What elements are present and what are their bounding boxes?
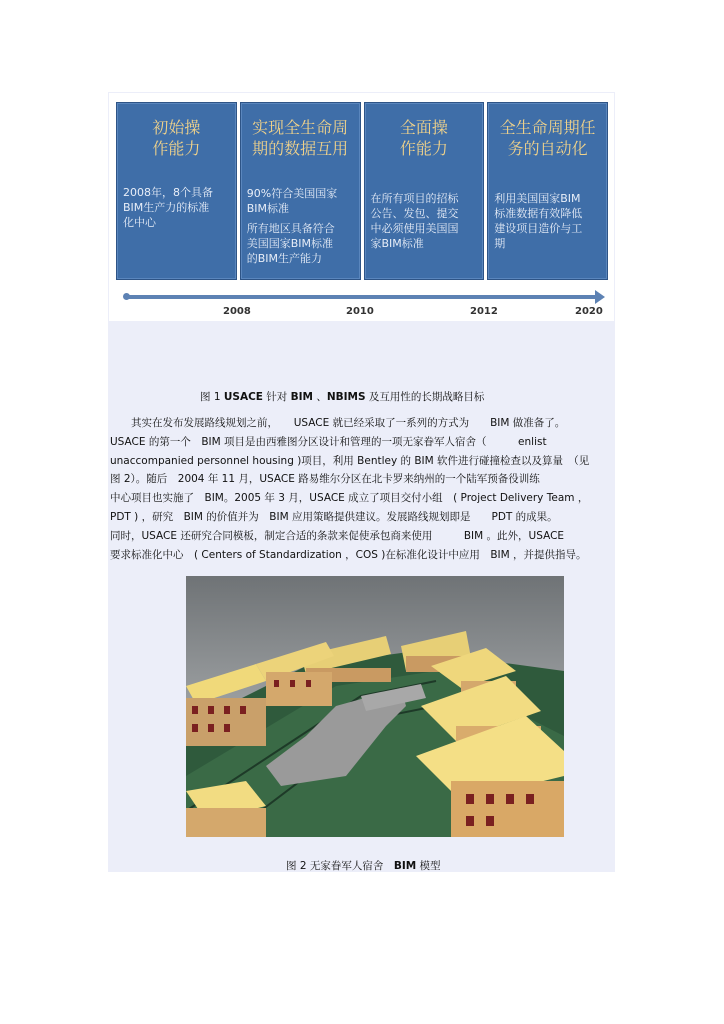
phase-title-line: 初始操: [152, 118, 201, 137]
caption-bold: USACE: [223, 391, 263, 403]
desc-line: 中必须使用美国国: [370, 222, 459, 235]
caption-bold: BIM: [290, 391, 313, 403]
paragraph-line: PDT ) ，研究 BIM 的价值并为 BIM 应用策略提供建议。发展路线规划即是 PDT 的成果。: [110, 510, 558, 523]
phase-description-secondary: [247, 221, 356, 266]
caption-text: 针对: [262, 391, 291, 403]
desc-line: 建设项目造价与工: [494, 222, 583, 235]
timeline-arrow-icon: [595, 290, 605, 304]
caption-text: 图 1: [200, 391, 224, 403]
desc-line: 化中心: [123, 216, 156, 229]
desc-line: 的BIM生产能力: [246, 252, 323, 265]
phase-title-line: 全面操: [399, 118, 448, 137]
phase-title-line: 作能力: [152, 139, 201, 158]
paragraph-line: 要求标准化中心 ( Centers of Standardization ，COS )在标准化设计中应用 BIM ，并提供指导。: [110, 548, 587, 561]
paragraph-line: 同时，USACE 还研究合同模板，制定合适的条款来促使承包商来使用 BIM 。此外，USACE: [110, 529, 565, 542]
caption-text: 及互用性的长期战略目标: [365, 391, 485, 403]
phase-full-operation: [364, 102, 485, 280]
phase-description: [123, 185, 232, 230]
phase-title: [492, 117, 603, 159]
bim-model-image: [186, 576, 564, 837]
phase-title-line: 作能力: [399, 139, 448, 158]
phase-title-line: 务的自动化: [507, 139, 588, 158]
desc-line: 在所有项目的招标: [370, 192, 459, 205]
phase-data-interoperability: [240, 102, 361, 280]
paragraph-line: USACE 的第一个 BIM 项目是由西雅图分区设计和管理的一项无家眷军人宿舍（ enlist: [110, 435, 547, 448]
year-label: 2012: [470, 306, 498, 317]
desc-line: BIM生产力的标准: [123, 201, 210, 214]
roadmap-figure: [109, 93, 614, 321]
year-label: 2010: [346, 306, 374, 317]
caption-text: 图 2 无家眷军人宿舍: [286, 860, 394, 872]
year-label: 2020: [575, 306, 603, 317]
desc-line: 90%符合美国国家: [246, 187, 338, 200]
phase-initial-operation: [116, 102, 237, 280]
phase-row: [116, 102, 608, 280]
phase-title: [369, 117, 480, 159]
paragraph-line: 其实在发布发展路线规划之前， USACE 就已经采取了一系列的方式为 BIM 做准备了。: [110, 417, 566, 429]
phase-title: [121, 117, 232, 159]
phase-title-line: 全生命周期任: [499, 118, 596, 137]
year-label: 2008: [223, 306, 251, 317]
phase-description: [371, 191, 480, 251]
phase-title-line: 期的数据互用: [252, 139, 349, 158]
paragraph-line: unaccompanied personnel housing )项目，利用 Bentley 的 BIM 软件进行碰撞检查以及算量 （见: [110, 454, 590, 467]
desc-line: 期: [494, 237, 506, 250]
phase-description: [494, 191, 603, 251]
paragraph-line: 中心项目也实施了 BIM。2005 年 3 月，USACE 成立了项目交付小组 ( Project Delivery Team ，: [110, 492, 589, 505]
desc-line: 利用美国国家BIM: [494, 192, 581, 205]
desc-line: 公告、发包、提交: [370, 207, 459, 220]
timeline-bar: [127, 295, 601, 299]
caption-text: 模型: [416, 860, 441, 872]
body-paragraph: [110, 414, 614, 564]
caption-bold: BIM: [393, 860, 417, 872]
phase-description: [247, 186, 356, 216]
desc-line: 家BIM标准: [370, 237, 424, 250]
phase-title: [245, 117, 356, 159]
phase-lifecycle-automation: [487, 102, 608, 280]
figure-1-caption: [200, 389, 484, 404]
phase-title-line: 实现全生命周: [252, 118, 349, 137]
caption-bold: NBIMS: [326, 391, 366, 403]
figure-2-caption: [286, 858, 441, 873]
desc-line: 标准数据有效降低: [494, 207, 583, 220]
desc-line: 所有地区具备符合: [246, 222, 335, 235]
paragraph-line: 图 2）。随后 2004 年 11 月，USACE 路易维尔分区在北卡罗来纳州的一个陆军预备役训练: [110, 473, 540, 486]
desc-line: 2008年，8个具备: [123, 186, 213, 199]
desc-line: 美国国家BIM标准: [246, 237, 334, 250]
desc-line: BIM标准: [246, 202, 290, 215]
caption-text: 、: [313, 391, 327, 403]
